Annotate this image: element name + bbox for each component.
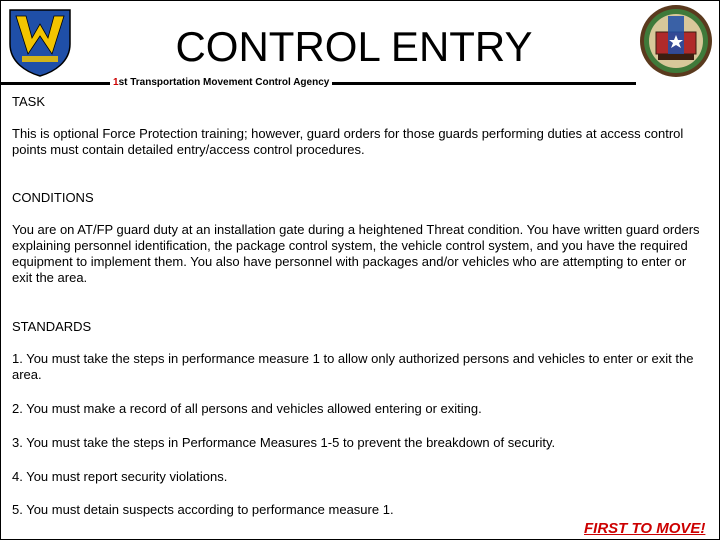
conditions-text: You are on AT/FP guard duty at an installation gate during a heightened Threat condition. You have written guard orders explaining personnel identification, the package control system, the vehicle control system, and you have the required equipment to implement them. You also have personnel with packages and/or vehicles who are attempting to enter or exit the area. — [12, 222, 700, 285]
standard-item: 4. You must report security violations. — [12, 469, 228, 484]
standards-heading: STANDARDS — [12, 319, 92, 334]
standard-item: 1. You must take the steps in performance measure 1 to allow only authorized persons and vehicles to enter or exit the area. — [12, 351, 694, 382]
agency-seal-icon — [638, 2, 714, 80]
agency-name — [110, 76, 332, 89]
conditions-heading: CONDITIONS — [12, 190, 94, 205]
slide-content — [12, 94, 710, 518]
page-title: CONTROL ENTRY — [175, 23, 533, 70]
standard-item: 2. You must make a record of all persons and vehicles allowed entering or exiting. — [12, 401, 482, 416]
standard-item: 3. You must take the steps in Performance Measures 1-5 to prevent the breakdown of security. — [12, 435, 556, 450]
agency-rest: st Transportation Movement Control Agency — [118, 77, 330, 88]
agency-prefix: 1 — [113, 77, 119, 88]
task-text: This is optional Force Protection training; however, guard orders for those guards performing duties at access control points must contain detailed entry/access control procedures. — [12, 126, 684, 157]
motto-text: FIRST TO MOVE! — [584, 520, 706, 537]
standard-item: 5. You must detain suspects according to performance measure 1. — [12, 502, 394, 517]
task-heading: TASK — [12, 94, 45, 109]
shield-emblem-icon — [6, 6, 74, 78]
